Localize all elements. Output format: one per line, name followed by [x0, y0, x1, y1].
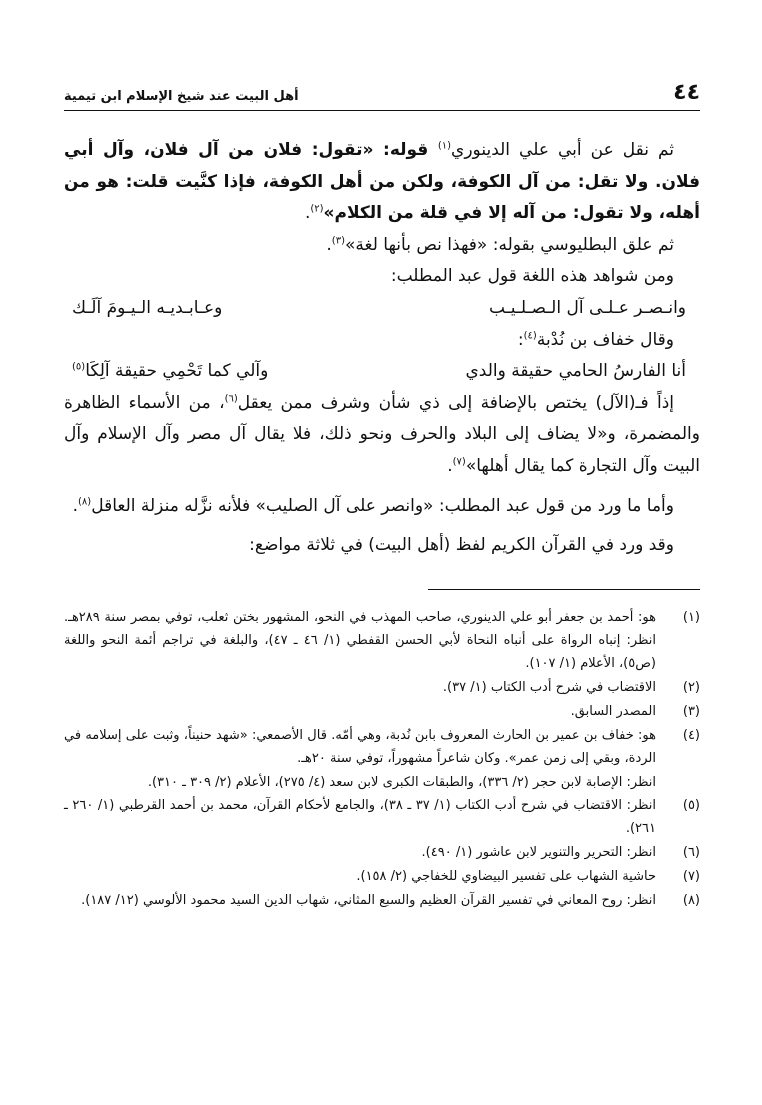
text-run: وأما ما ورد من قول عبد المطلب: «وانصر على آل الصليب» فلأنه نزَّله منزلة العاقل	[91, 495, 674, 516]
footnote	[64, 865, 700, 888]
page-header	[64, 82, 700, 111]
book-page	[64, 82, 700, 913]
footnote-separator	[428, 589, 700, 590]
footnote-ref: (٤)	[523, 329, 537, 341]
footnote-ref: (٥)	[72, 361, 86, 373]
main-text	[64, 135, 700, 562]
poetry-verse	[64, 293, 700, 325]
text-run: وقد ورد في القرآن الكريم لفظ (أهل البيت) في ثلاثة مواضع:	[249, 535, 674, 556]
text-run: ثم علق البطليوسي بقوله: «فهذا نص بأنها لغة»	[344, 234, 674, 255]
footnote-number: (٢)	[682, 679, 700, 695]
footnote-text: الاقتضاب في شرح أدب الكتاب (١/ ٣٧).	[442, 679, 656, 695]
footnote-number: (٣)	[682, 703, 700, 719]
footnote-ref: (٧)	[452, 456, 466, 468]
verse-text: وآلي كما تَحْمِي حقيقة آلِكَا	[85, 361, 269, 382]
paragraph: إذاً فـ(الآل) يختص بالإضافة إلى ذي شأن وشرف ممن يعقل$^{(٦)}$، من الأسماء الظاهرة والمضمرة، و«لا يضاف إلى البلاد والحرف ونحو ذلك، فلا يقال آل مصر وآل الإسلام وآل البيت وآل التجارة كما يقال أهلها»$^{(٧)}$.	[64, 392, 700, 476]
footnote-ref: (٦)	[224, 393, 238, 405]
footnotes	[64, 606, 700, 912]
text-run: ومن شواهد هذه اللغة قول عبد المطلب:	[390, 266, 674, 287]
paragraph	[64, 261, 700, 293]
footnote-ref: (٢)	[310, 203, 324, 215]
footnote-ref: (٨)	[78, 495, 92, 507]
text-run: ، من الأسماء الظاهرة والمضمرة، و«لا يضاف إلى البلاد والحرف ونحو ذلك، فلا يقال آل مصر وآل الإسلام وآل البيت وآل التجارة كما يقال أهلها»	[64, 392, 700, 476]
footnote-ref: (٣)	[331, 235, 345, 247]
footnote	[64, 794, 700, 840]
footnote-number: (٨)	[682, 892, 700, 908]
footnote	[64, 841, 700, 864]
footnote-continuation: انظر: الإصابة لابن حجر (٢/ ٣٣٦)، والطبقات الكبرى لابن سعد (٤/ ٢٧٥)، الأعلام (٢/ ٣٠٩ ـ ٣١٠).	[147, 774, 656, 790]
running-title: أهل البيت عند شيخ الإسلام ابن تيمية	[64, 89, 299, 104]
footnote	[64, 676, 700, 699]
poetry-verse	[64, 356, 700, 388]
text-run: ثم نقل عن أبي علي الدينوري	[451, 140, 674, 160]
verse-first-hemistich: وانـصـر عـلـى آل الـصـلـيـب	[489, 297, 686, 318]
paragraph: ثم نقل عن أبي علي الدينوري$^{(١)}$ قوله: «تقول: فلان من آل فلان، وآل أبي فلان. ولا تقل: من آل الكوفة، ولكن من أهل الكوفة، فإذا كنَّيت قلت: هو من أهله، ولا تقول: من آله إلا في قلة من الكلام»$^{(٢)}$.	[64, 140, 700, 224]
paragraph: وقال خفاف بن نُدْبة$^{(٤)}$:	[517, 329, 674, 350]
verse-second-hemistich	[72, 356, 268, 388]
verse-first-hemistich: أنا الفارسُ الحامي حقيقة والدي	[465, 361, 686, 382]
footnote-number: (٧)	[682, 868, 700, 884]
footnote-ref: (١)	[437, 140, 452, 152]
footnote	[64, 889, 700, 912]
footnote-text: انظر: الاقتضاب في شرح أدب الكتاب (١/ ٣٧ ـ ٣٨)، والجامع لأحكام القرآن، محمد بن أحمد القرطبي (١/ ٢٦٠ ـ ٢٦١).	[64, 797, 657, 836]
footnote-number: (١)	[682, 609, 700, 625]
footnote	[64, 606, 700, 675]
quote-text: قوله: «تقول: فلان من آل فلان، وآل أبي فلان. ولا تقل: من آل الكوفة، ولكن من أهل الكوفة، فإذا كنَّيت قلت: هو من أهله، ولا تقول: من آله إلا في قلة من الكلام»	[64, 140, 700, 224]
footnote-text: المصدر السابق.	[570, 703, 656, 719]
text-run: وقال خفاف بن نُدْبة	[536, 329, 674, 350]
footnote-number: (٤)	[682, 727, 700, 743]
footnote-text: هو: أحمد بن جعفر أبو علي الدينوري، صاحب المهذب في النحو، المشهور بختن ثعلب، توفي بمصر سنة ٢٨٩هـ. انظر: إنباه الرواة على أنباه النحاة لأبي الحسن القفطي (١/ ٤٦ ـ ٤٧)، والبلغة في تراجم أئمة النحو واللغة (ص٥)، الأعلام (١/ ١٠٧).	[64, 609, 656, 671]
footnote-text: انظر: التحرير والتنوير لابن عاشور (١/ ٤٩٠).	[421, 844, 656, 860]
footnote-text: انظر: روح المعاني في تفسير القرآن العظيم والسبع المثاني، شهاب الدين السيد محمود الألوسي (١٢/ ١٨٧).	[81, 892, 656, 908]
footnote-number: (٦)	[682, 844, 700, 860]
paragraph: ثم علق البطليوسي بقوله: «فهذا نص بأنها لغة»$^{(٣)}$.	[326, 234, 674, 255]
footnote	[64, 724, 700, 770]
paragraph: وأما ما ورد من قول عبد المطلب: «وانصر على آل الصليب» فلأنه نزَّله منزلة العاقل$^{(٨)}$.	[72, 495, 674, 516]
footnote	[64, 700, 700, 723]
footnote-text: حاشية الشهاب على تفسير البيضاوي للخفاجي (٢/ ١٥٨).	[356, 868, 656, 884]
paragraph	[64, 530, 700, 562]
footnote-text: هو: خفاف بن عمير بن الحارث المعروف بابن نُدبة، وهي أمّه. قال الأصمعي: «شهد حنيناً، وثبت على إسلامه في الردة، وبقي إلى زمن عمر». وكان شاعراً مشهوراً، توفي سنة ٢٠هـ.	[64, 727, 656, 766]
text-run: إذاً فـ(الآل) يختص بالإضافة إلى ذي شأن وشرف ممن يعقل	[237, 392, 674, 413]
verse-second-hemistich: وعـابـديـه الـيـومَ آلَـك	[72, 297, 223, 318]
footnote-number: (٥)	[682, 797, 700, 813]
page-number: ٤٤	[673, 80, 700, 105]
